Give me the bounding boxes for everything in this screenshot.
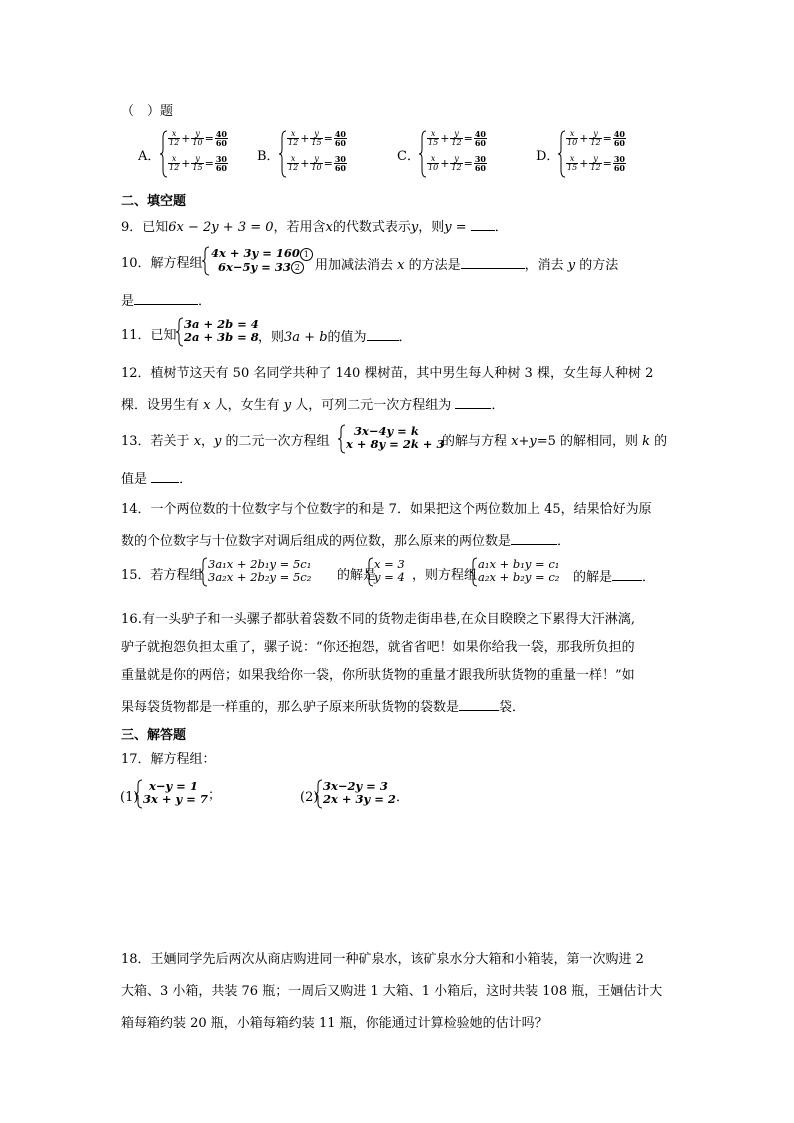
q15-answer-blank[interactable] <box>612 568 642 581</box>
q10-text-e: 的方法 <box>575 258 619 273</box>
q17-part2-label: (2) <box>300 790 319 805</box>
q17-part2-system <box>323 780 396 806</box>
fraction: $\frac{40}{60}$ <box>215 128 227 148</box>
q15-text-d <box>573 568 655 586</box>
q15-brace-2-icon <box>366 557 374 587</box>
q15-eq4: a₂x + b₂y = c₂ <box>478 570 560 584</box>
q13-text-d: 的解与方程 <box>442 434 512 449</box>
q18-line3: 箱每箱约装 20 瓶，小箱每箱约装 11 瓶，你能通过计算检验她的估计吗？ <box>121 1016 548 1031</box>
q10-answer-blank-1[interactable] <box>461 256 525 269</box>
q14-end: ． <box>557 534 571 549</box>
q9-text-c: 的代数式表示 <box>332 220 411 235</box>
section-solve-heading: 三、解答题 <box>121 728 187 743</box>
q9-answer-blank[interactable] <box>471 218 495 231</box>
q10-line2 <box>121 292 211 310</box>
q9-var-y2: y <box>444 220 452 235</box>
fraction: $\frac{x}{12}$ <box>288 128 299 147</box>
q17-p1-eq2: 3x + y = 7 <box>143 792 208 806</box>
q8-equation-line: $\frac{x}{10}$ + $\frac{y}{12}$ = $\frac{30}{60}$ <box>428 153 486 173</box>
fraction: $\frac{y}{15}$ <box>192 153 203 172</box>
fraction: $\frac{30}{60}$ <box>334 153 346 173</box>
q15-solution <box>374 558 405 584</box>
q9-text-d: ，则 <box>418 220 445 235</box>
q10-eq2: 6x−5y = 33 <box>218 259 291 274</box>
q10-text-c: 的方法是 <box>404 258 461 273</box>
q17-p1-eq1: x−y = 1 <box>149 779 198 793</box>
q17-title: 17．解方程组： <box>121 752 216 767</box>
q15-brace-1-icon <box>200 557 208 587</box>
q15-sol-y: y = 4 <box>374 570 405 584</box>
q11-system <box>184 318 259 344</box>
fraction: $\frac{x}{12}$ <box>288 153 299 172</box>
q15-end: ． <box>642 570 656 585</box>
q12-var-y: y <box>283 398 292 413</box>
q16-line2: 驴子就抱怨负担太重了，骡子说：“你还抱怨，就省省吧！如果你给我一袋，那我所负担的 <box>121 640 635 655</box>
q8-option-label: A． <box>138 149 161 164</box>
q17-part1-end: ； <box>208 788 222 803</box>
q13-text-e: =5 的解相同，则 <box>536 434 643 449</box>
fraction: $\frac{y}{12}$ <box>590 128 601 147</box>
q12-text-c: 人，可列二元一次方程组为 <box>291 398 456 413</box>
q17-brace-2-icon <box>315 779 323 809</box>
fraction: $\frac{y}{12}$ <box>451 128 462 147</box>
q13-eq1: 3x−4y = k <box>354 424 419 438</box>
q17-part1-label: (1) <box>120 790 139 805</box>
q9-end: ． <box>494 220 508 235</box>
q11-text <box>258 328 412 346</box>
fraction: $\frac{40}{60}$ <box>474 128 486 148</box>
fraction: $\frac{x}{15}$ <box>428 128 439 147</box>
q8-option-label: D． <box>536 149 560 164</box>
fraction: $\frac{30}{60}$ <box>613 153 625 173</box>
fraction: $\frac{40}{60}$ <box>334 128 346 148</box>
fraction: $\frac{y}{12}$ <box>451 153 462 172</box>
fraction: $\frac{x}{10}$ <box>428 153 439 172</box>
q17-part2-end: ． <box>396 790 410 805</box>
q16-line3: 重量就是你的两倍；如果我给你一袋，你所驮货物的重量才跟我所驮货物的重量一样！”如 <box>121 668 635 683</box>
q17-p2-eq2: 2x + 3y = 2 <box>323 792 396 806</box>
q11-expression: 3a + b <box>284 330 328 345</box>
q13-eq2: x + 8y = 2k + 3 <box>346 437 445 451</box>
q15-brace-3-icon <box>470 557 478 587</box>
q8-equation-line: $\frac{x}{10}$ + $\frac{y}{12}$ = $\frac{40}{60}$ <box>567 128 625 148</box>
q18-line1: 18．王婳同学先后两次从商店购进同一种矿泉水，该矿泉水分大箱和小箱装，第一次购进 2 <box>121 952 644 967</box>
q13-system <box>346 425 444 451</box>
q8-equation-line: $\frac{x}{12}$ + $\frac{y}{15}$ = $\frac{30}{60}$ <box>169 153 227 173</box>
q11-answer-blank[interactable] <box>367 328 399 341</box>
q14-line2 <box>121 532 570 550</box>
q10-system <box>211 247 313 274</box>
q8-option-label: C． <box>397 149 420 164</box>
q15-system-2 <box>478 558 559 584</box>
q10-eq1: 4x + 3y = 160 <box>211 246 300 260</box>
q13-comma: ， <box>201 434 215 449</box>
q10-end: ． <box>198 294 212 309</box>
q13-end: ． <box>179 472 193 487</box>
q15-text-c: ，则方程组 <box>412 568 478 583</box>
q13-line2 <box>121 470 192 488</box>
q8-equation-line: $\frac{x}{12}$ + $\frac{y}{10}$ = $\frac{30}{60}$ <box>288 153 346 173</box>
fraction: $\frac{y}{10}$ <box>311 153 322 172</box>
q8-options <box>138 128 678 184</box>
q8-stem-tail: （ ）题 <box>121 104 174 119</box>
q9-var-x: x <box>325 220 333 235</box>
q8-equation-line: $\frac{x}{15}$ + $\frac{y}{12}$ = $\frac{40}{60}$ <box>428 128 486 148</box>
q13-brace-icon <box>338 424 346 454</box>
q8-brace-icon <box>160 130 168 178</box>
q16-text-a: 果每袋货物都是一样重的，那么驴子原来所驮货物的袋数是 <box>121 700 460 715</box>
question-9 <box>121 218 508 236</box>
q11-end: ． <box>398 330 412 345</box>
q13-var-y: y <box>214 434 222 449</box>
q14-line1: 14．一个两位数的十位数字与个位数字的和是 7．如果把这个两位数加上 45，结果恰好为原 <box>121 502 652 517</box>
fraction: $\frac{x}{10}$ <box>567 128 578 147</box>
q9-equals: = <box>451 220 471 235</box>
q14-text-a: 数的个位数字与十位数字对调后组成的两位数，那么原来的两位数是 <box>121 534 512 549</box>
q10-label: 10．解方程组 <box>121 256 203 271</box>
q8-equation-line: $\frac{x}{12}$ + $\frac{y}{10}$ = $\frac{40}{60}$ <box>169 128 227 148</box>
q12-text-b: 人，女生有 <box>210 398 284 413</box>
q11-text-b: ，则 <box>258 330 285 345</box>
q15-sol-x: x = 3 <box>374 557 405 571</box>
q15-eq2: 3a₂x + 2b₂y = 5c₂ <box>208 570 312 584</box>
q11-brace-icon <box>176 317 184 347</box>
q14-answer-blank[interactable] <box>511 532 557 545</box>
q9-text-b: ，若用含 <box>273 220 326 235</box>
q8-brace-icon <box>558 130 566 178</box>
q13-text-a <box>121 434 330 450</box>
q16-line4 <box>121 698 525 716</box>
q11-eq1: 3a + 2b = 4 <box>184 317 259 331</box>
q10-text-f: 是 <box>121 294 135 309</box>
fraction: $\frac{30}{60}$ <box>215 153 227 173</box>
q12-end: ． <box>491 398 505 413</box>
q17-p2-eq1: 3x−2y = 3 <box>323 779 388 793</box>
q9-var-y: y <box>410 220 419 235</box>
q16-line1: 16.有一头驴子和一头骡子都驮着袋数不同的货物走街串巷,在众目睽睽之下累得大汗淋漓, <box>121 612 636 627</box>
q15-text-d-inner: 的解是 <box>573 570 613 585</box>
q10-text-d: ，消去 <box>524 258 568 273</box>
q13-answer-blank[interactable] <box>151 470 179 483</box>
q17-brace-1-icon <box>135 779 143 809</box>
q11-text-c: 的值为 <box>327 330 367 345</box>
fraction: $\frac{30}{60}$ <box>474 153 486 173</box>
q13-label: 13．若关于 <box>121 434 194 449</box>
q8-equation-line: $\frac{x}{15}$ + $\frac{y}{12}$ = $\frac{30}{60}$ <box>567 153 625 173</box>
fraction: $\frac{x}{12}$ <box>169 128 180 147</box>
q10-circle-1-icon: 1 <box>300 248 313 261</box>
q10-var-y: y <box>567 258 576 273</box>
q9-text: 9．已知 <box>121 220 169 235</box>
q12-line1: 12．植树节这天有 50 名同学共种了 140 棵树苗，其中男生每人种树 3 棵，女生每人种树 2 <box>121 366 654 381</box>
fraction: $\frac{x}{15}$ <box>567 153 578 172</box>
q12-answer-blank[interactable] <box>455 396 491 409</box>
fraction: $\frac{x}{12}$ <box>169 153 180 172</box>
q13-text-g: 值是 <box>121 472 152 487</box>
q13-var-x: x <box>193 434 202 449</box>
q13-eq: x+y <box>511 434 537 449</box>
q10-var-x: x <box>397 258 405 273</box>
q12-line2 <box>121 396 504 414</box>
fraction: $\frac{y}{12}$ <box>590 153 601 172</box>
q8-option-label: B． <box>257 149 280 164</box>
q11-label: 11．已知 <box>121 328 177 343</box>
fraction: $\frac{y}{15}$ <box>311 128 322 147</box>
q13-text-b <box>442 434 667 450</box>
q16-end: 袋． <box>499 700 526 715</box>
q17-part1-system <box>143 780 208 806</box>
fraction: $\frac{y}{10}$ <box>192 128 203 147</box>
q15-system-1 <box>208 558 311 584</box>
q9-equation: 6x − 2y + 3 = 0 <box>168 220 274 235</box>
q15-eq1: 3a₁x + 2b₁y = 5c₁ <box>208 557 312 571</box>
q16-answer-blank[interactable] <box>459 698 499 711</box>
q10-circle-2-icon: 2 <box>291 261 304 274</box>
section-fill-blank-heading: 二、填空题 <box>121 194 187 209</box>
q12-var-x: x <box>203 398 211 413</box>
q10-brace-icon <box>202 246 210 276</box>
q13-var-k: k <box>642 434 651 449</box>
q13-text-c: 的二元一次方程组 <box>221 434 330 449</box>
q18-line2: 大箱、3 小箱，共装 76 瓶；一周后又购进 1 大箱、1 小箱后，这时共装 108 瓶，王婳估计大 <box>121 984 663 999</box>
q12-text-a: 棵．设男生有 <box>121 398 204 413</box>
q10-text <box>315 256 618 274</box>
q15-label: 15．若方程组 <box>121 568 203 583</box>
q11-eq2: 2a + 3b = 8 <box>184 330 259 344</box>
q8-brace-icon <box>279 130 287 178</box>
q8-brace-icon <box>419 130 427 178</box>
q10-text-b: 用加减法消去 <box>315 258 398 273</box>
fraction: $\frac{40}{60}$ <box>613 128 625 148</box>
q15-eq3: a₁x + b₁y = c₁ <box>478 557 560 571</box>
q8-equation-line: $\frac{x}{12}$ + $\frac{y}{15}$ = $\frac{40}{60}$ <box>288 128 346 148</box>
q13-text-f: 的 <box>650 434 668 449</box>
q10-answer-blank-2[interactable] <box>134 292 198 305</box>
q15-text-b: 的解是 <box>337 568 377 583</box>
